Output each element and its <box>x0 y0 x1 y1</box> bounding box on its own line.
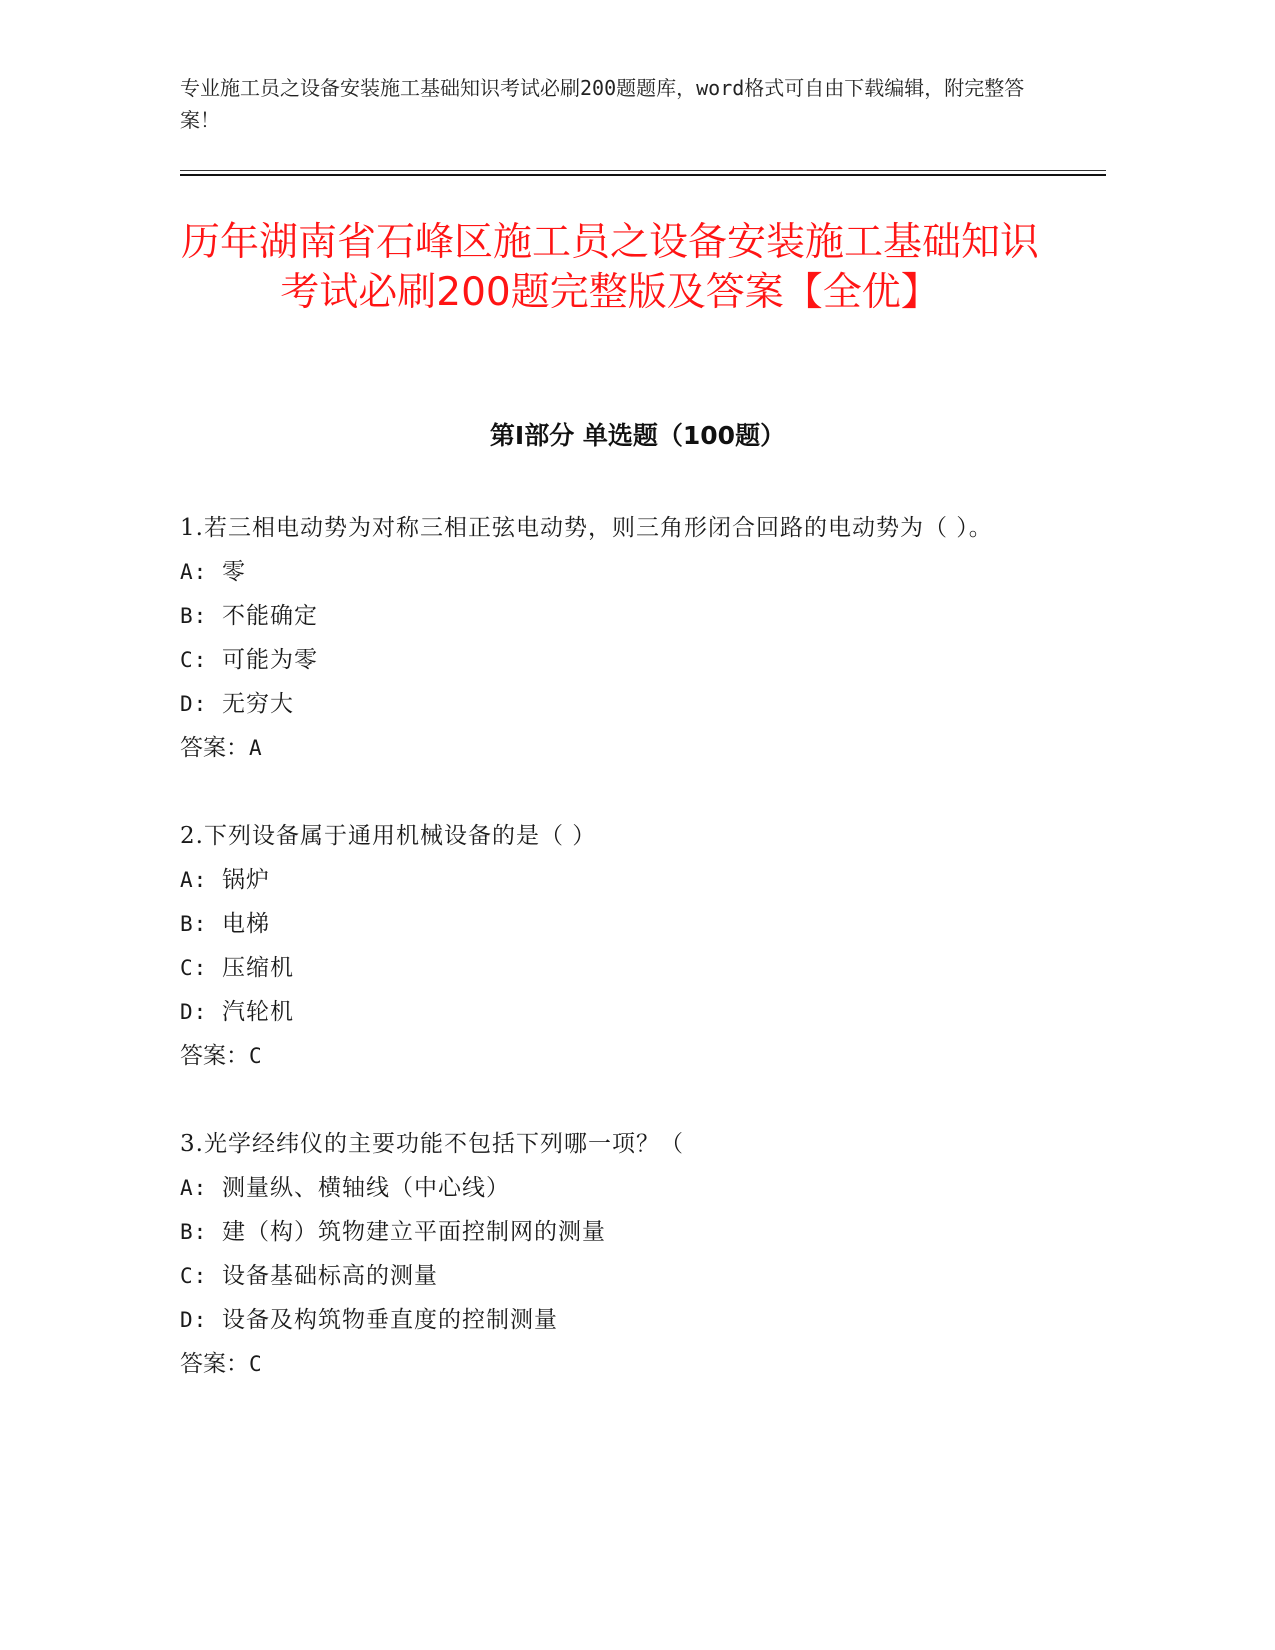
option-text: 无穷大 <box>222 691 294 717</box>
option-letter: D: <box>180 1000 208 1024</box>
header-divider-thin <box>180 170 1106 171</box>
question-3 <box>180 1122 1040 1386</box>
answer-label: 答案： <box>180 1043 249 1069</box>
question-stem: 3.光学经纬仪的主要功能不包括下列哪一项？（ <box>180 1131 684 1157</box>
option-letter: C: <box>180 956 208 980</box>
option-a <box>180 550 1040 594</box>
option-b <box>180 594 1040 638</box>
option-letter: A: <box>180 868 208 892</box>
option-text: 电梯 <box>222 911 270 937</box>
answer-line <box>180 726 1040 770</box>
option-letter: C: <box>180 648 208 672</box>
answer-line <box>180 1034 1040 1078</box>
option-letter: D: <box>180 692 208 716</box>
question-2 <box>180 814 1040 1078</box>
option-letter: A: <box>180 1176 208 1200</box>
option-b <box>180 902 1040 946</box>
option-letter: B: <box>180 604 208 628</box>
option-c <box>180 946 1040 990</box>
header-divider-thick <box>180 174 1106 176</box>
option-text: 汽轮机 <box>222 999 294 1025</box>
option-text: 建（构）筑物建立平面控制网的测量 <box>222 1219 606 1245</box>
option-text: 不能确定 <box>222 603 318 629</box>
option-text: 设备及构筑物垂直度的控制测量 <box>222 1307 558 1333</box>
option-text: 测量纵、横轴线（中心线） <box>222 1175 510 1201</box>
question-list <box>180 506 1040 1430</box>
option-b <box>180 1210 1040 1254</box>
option-letter: B: <box>180 912 208 936</box>
answer-label: 答案： <box>180 735 249 761</box>
option-d <box>180 682 1040 726</box>
option-text: 零 <box>222 559 246 585</box>
option-text: 锅炉 <box>222 867 270 893</box>
option-letter: D: <box>180 1308 208 1332</box>
question-1 <box>180 506 1040 770</box>
answer-value: C <box>249 1044 262 1068</box>
option-d <box>180 990 1040 1034</box>
question-stem: 1.若三相电动势为对称三相正弦电动势，则三角形闭合回路的电动势为（ ）。 <box>180 515 993 541</box>
question-stem: 2.下列设备属于通用机械设备的是（ ） <box>180 823 597 849</box>
answer-label: 答案： <box>180 1351 249 1377</box>
option-letter: A: <box>180 560 208 584</box>
answer-line <box>180 1342 1040 1386</box>
option-c <box>180 1254 1040 1298</box>
header-note: 专业施工员之设备安装施工基础知识考试必刷200题题库，word格式可自由下载编辑，附完整答案！ <box>180 76 1025 132</box>
document-title: 历年湖南省石峰区施工员之设备安装施工基础知识考试必刷200题完整版及答案【全优】 <box>180 220 1039 315</box>
option-a <box>180 858 1040 902</box>
option-c <box>180 638 1040 682</box>
option-text: 可能为零 <box>222 647 318 673</box>
option-d <box>180 1298 1040 1342</box>
answer-value: C <box>249 1352 262 1376</box>
option-letter: C: <box>180 1264 208 1288</box>
option-a <box>180 1166 1040 1210</box>
section-heading: 第Ⅰ部分 单选题（100题） <box>489 421 786 450</box>
option-letter: B: <box>180 1220 208 1244</box>
option-text: 压缩机 <box>222 955 294 981</box>
answer-value: A <box>249 736 262 760</box>
option-text: 设备基础标高的测量 <box>222 1263 438 1289</box>
